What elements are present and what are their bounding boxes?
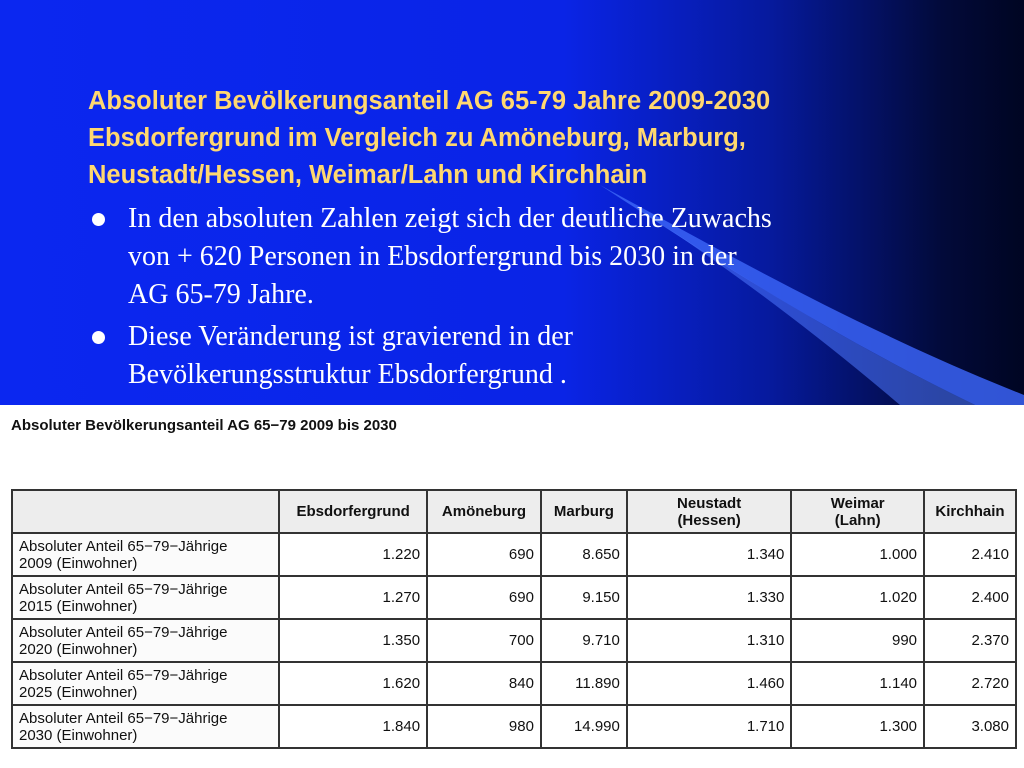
table-cell: 690 <box>427 576 541 619</box>
table-cell: 2.720 <box>924 662 1016 705</box>
table-cell: 1.310 <box>627 619 792 662</box>
table-row <box>12 662 1016 705</box>
column-header <box>924 490 1016 533</box>
table-cell: 1.220 <box>279 533 427 576</box>
table-row <box>12 533 1016 576</box>
table-cell: 9.710 <box>541 619 627 662</box>
table-cell: 14.990 <box>541 705 627 748</box>
table-cell: 2.400 <box>924 576 1016 619</box>
table-cell: 1.620 <box>279 662 427 705</box>
table-cell: 9.150 <box>541 576 627 619</box>
table-cell: 1.020 <box>791 576 924 619</box>
table-cell: 990 <box>791 619 924 662</box>
slide-title-line: Neustadt/Hessen, Weimar/Lahn und Kirchhain <box>88 161 648 189</box>
row-label: Absoluter Anteil 65−79−Jährige 2025 (Einwohner) <box>12 662 279 705</box>
table-section <box>0 405 1024 768</box>
data-table <box>11 489 1017 749</box>
table-cell: 840 <box>427 662 541 705</box>
bullet-text-line: AG 65-79 Jahre. <box>128 279 314 310</box>
column-header <box>427 490 541 533</box>
column-header-text: (Lahn) <box>834 511 881 529</box>
table-cell: 1.330 <box>627 576 792 619</box>
table-cell: 980 <box>427 705 541 748</box>
slide-title-line: Ebsdorfergrund im Vergleich zu Amöneburg, Marburg, <box>88 124 746 152</box>
bullet-item <box>88 318 968 394</box>
column-header-text: Marburg <box>553 503 614 520</box>
column-header <box>627 490 792 533</box>
table-cell: 1.710 <box>627 705 792 748</box>
table-cell: 1.270 <box>279 576 427 619</box>
column-header-text: (Hessen) <box>677 511 741 529</box>
table-cell: 1.840 <box>279 705 427 748</box>
bullet-dot-icon <box>92 331 105 344</box>
table-cell: 1.300 <box>791 705 924 748</box>
table-cell: 1.140 <box>791 662 924 705</box>
column-header-text: Ebsdorfergrund <box>296 503 410 520</box>
table-row <box>12 619 1016 662</box>
table-cell: 1.000 <box>791 533 924 576</box>
table-cell: 700 <box>427 619 541 662</box>
bullet-dot-icon <box>92 213 105 226</box>
row-label: Absoluter Anteil 65−79−Jährige 2015 (Einwohner) <box>12 576 279 619</box>
table-cell: 2.370 <box>924 619 1016 662</box>
row-label: Absoluter Anteil 65−79−Jährige 2030 (Einwohner) <box>12 705 279 748</box>
bullet-text-line: Diese Veränderung ist gravierend in der <box>128 321 573 352</box>
column-header <box>279 490 427 533</box>
table-cell: 1.460 <box>627 662 792 705</box>
column-header <box>791 490 924 533</box>
column-header <box>12 490 279 533</box>
bullet-text-line: von + 620 Personen in Ebsdorfergrund bis 2030 in der <box>128 241 737 272</box>
row-label: Absoluter Anteil 65−79−Jährige 2009 (Einwohner) <box>12 533 279 576</box>
column-header-text: Amöneburg <box>441 503 527 520</box>
table-cell: 1.350 <box>279 619 427 662</box>
table-row <box>12 705 1016 748</box>
column-header <box>541 490 627 533</box>
table-title: Absoluter Bevölkerungsanteil AG 65−79 2009 bis 2030 <box>11 417 397 434</box>
bullet-item <box>88 200 968 314</box>
bullet-text-line: In den absoluten Zahlen zeigt sich der deutliche Zuwachs <box>128 203 772 234</box>
table-cell: 2.410 <box>924 533 1016 576</box>
column-header-text: Weimar <box>830 494 885 512</box>
row-label: Absoluter Anteil 65−79−Jährige 2020 (Einwohner) <box>12 619 279 662</box>
column-header-text: Kirchhain <box>935 503 1005 520</box>
table-cell: 1.340 <box>627 533 792 576</box>
table-row <box>12 576 1016 619</box>
column-header-text: Neustadt <box>677 494 742 512</box>
table-cell: 3.080 <box>924 705 1016 748</box>
table-cell: 11.890 <box>541 662 627 705</box>
bullet-list <box>88 200 968 398</box>
table-cell: 690 <box>427 533 541 576</box>
bullet-text-line: Bevölkerungsstruktur Ebsdorfergrund . <box>128 359 567 390</box>
table-header-row <box>12 490 1016 533</box>
table-cell: 8.650 <box>541 533 627 576</box>
slide-title-line: Absoluter Bevölkerungsanteil AG 65-79 Jahre 2009-2030 <box>88 87 771 115</box>
slide-title <box>88 83 968 194</box>
